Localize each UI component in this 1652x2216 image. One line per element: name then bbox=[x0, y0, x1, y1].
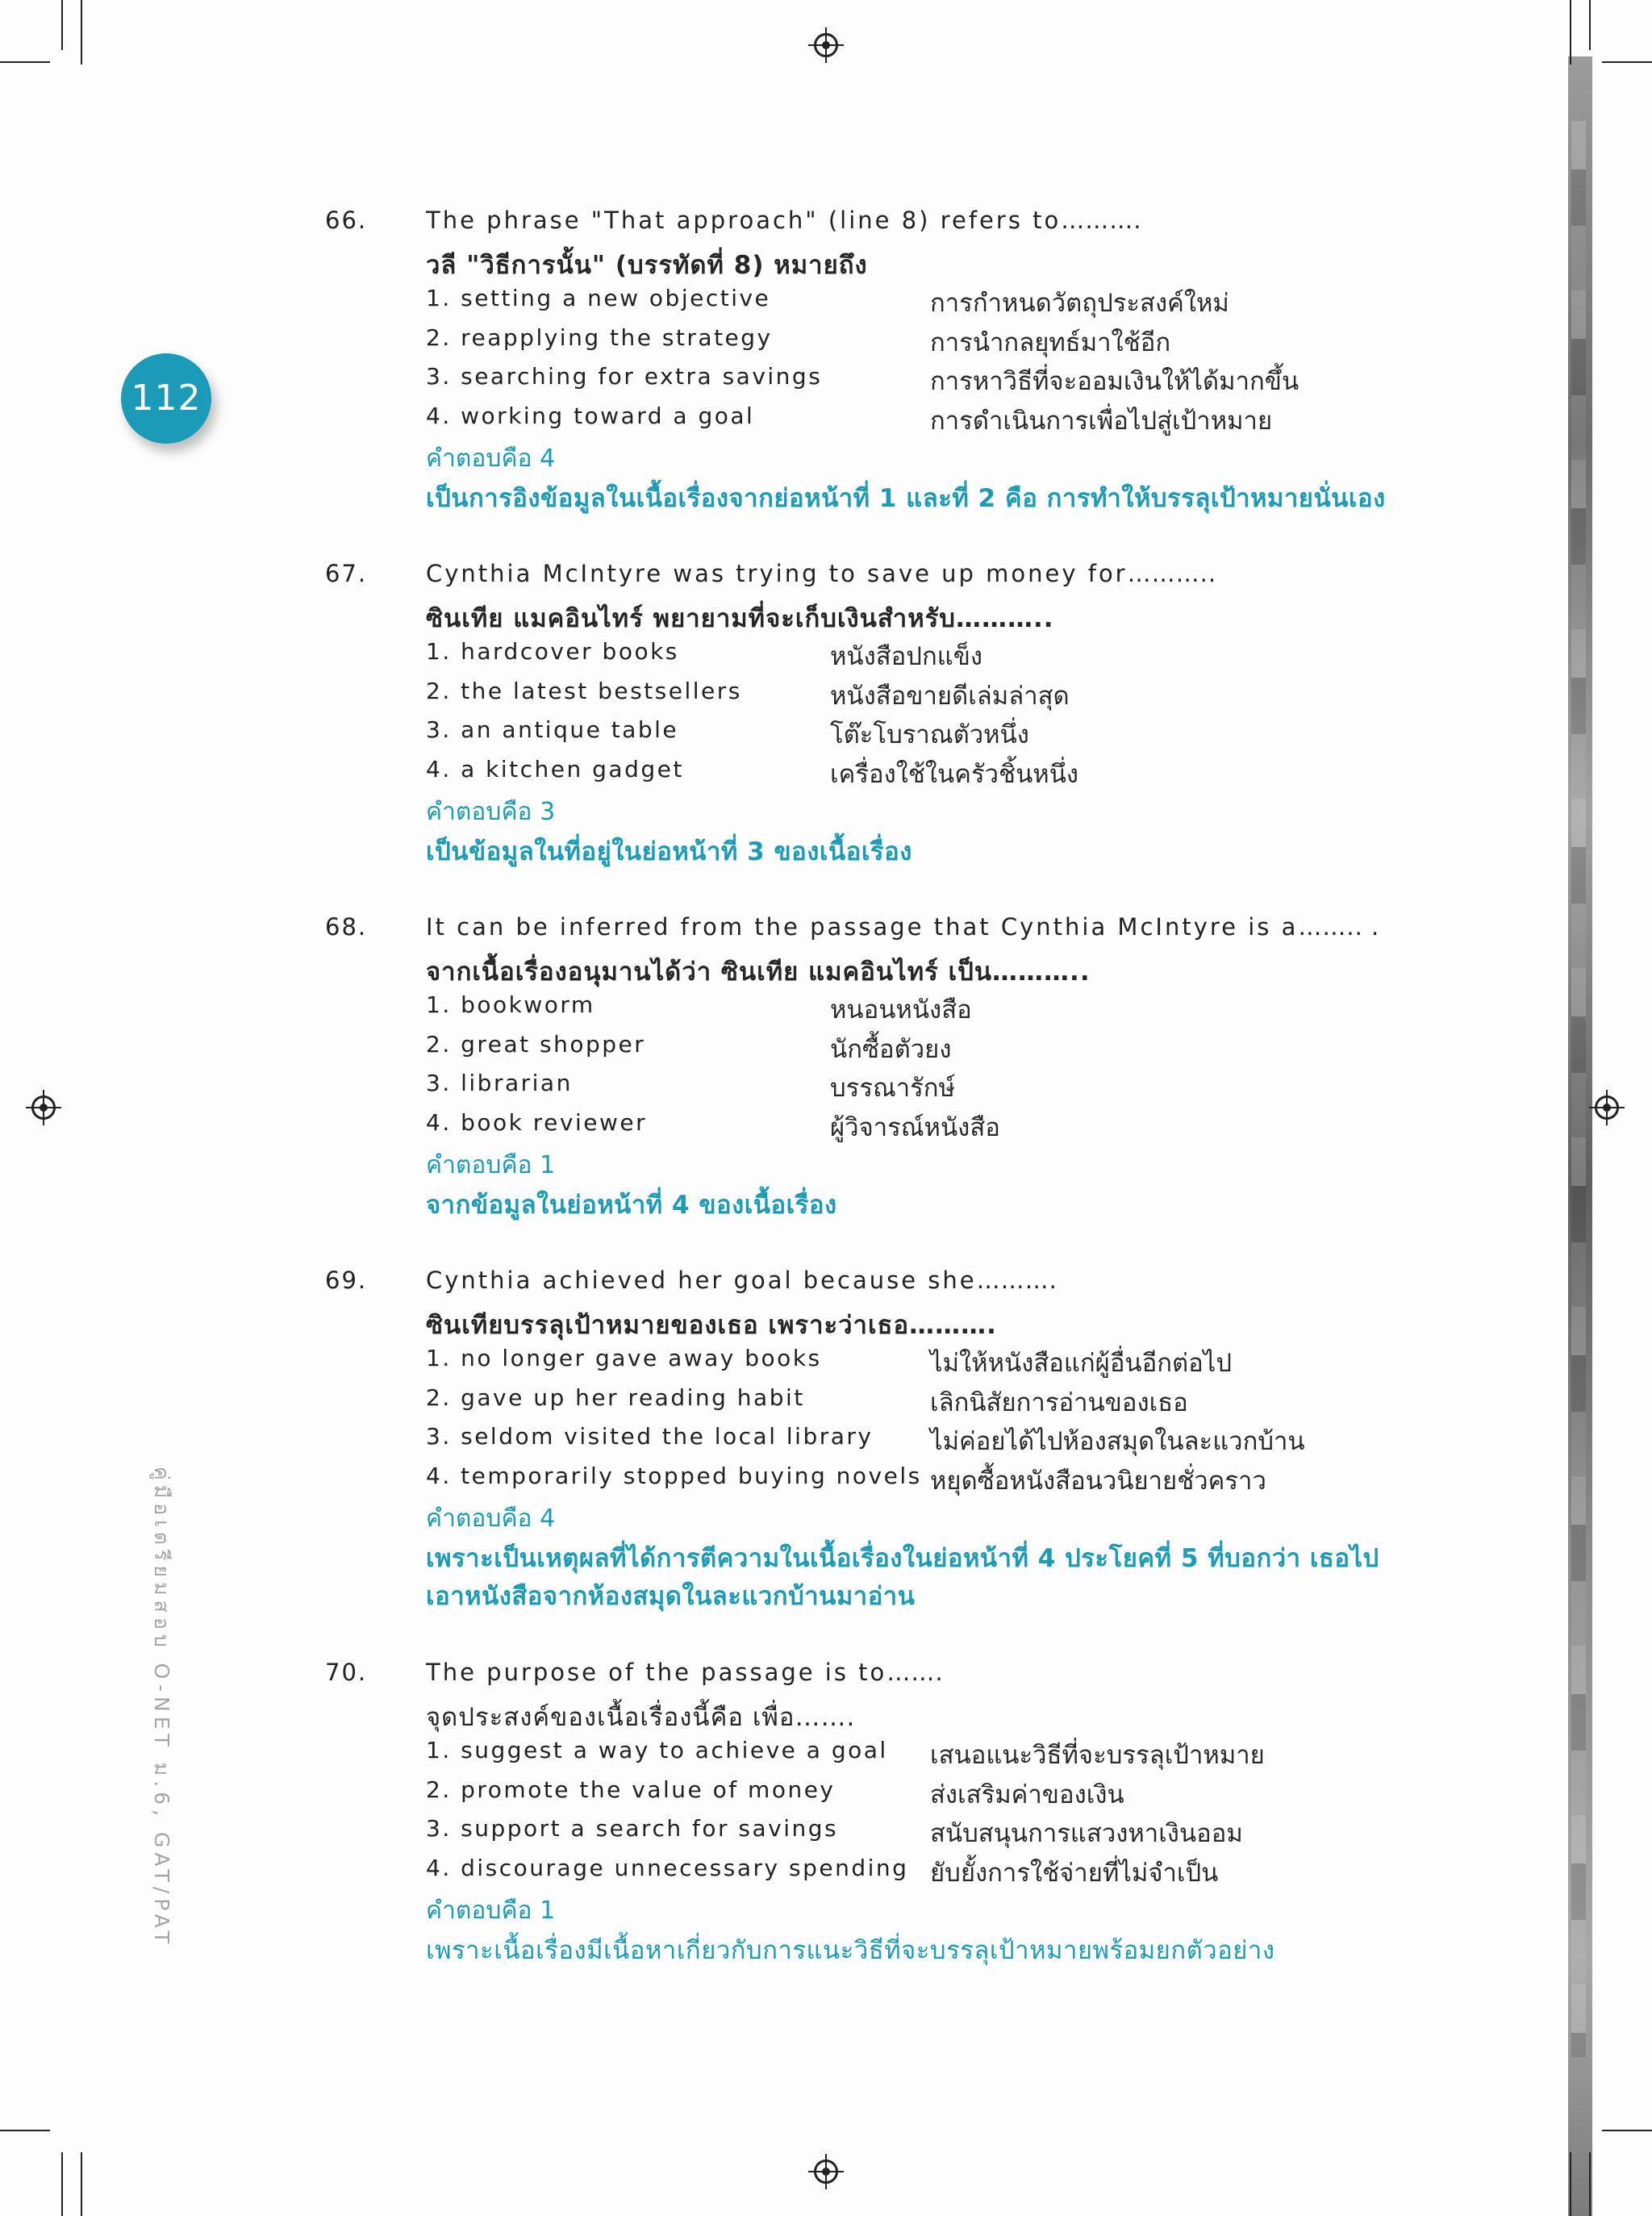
registration-mark-icon bbox=[814, 2160, 838, 2184]
question-text-th: จุดประสงค์ของเนื้อเรื่องนี้คือ เพื่อ……. bbox=[426, 1703, 856, 1732]
question-number: 66. bbox=[325, 207, 368, 234]
option-th: การนำกลยุทธ์มาใช้อีก bbox=[930, 328, 1171, 357]
option-th: การดำเนินการเพื่อไปสู่เป้าหมาย bbox=[930, 407, 1273, 436]
option-th: สนับสนุนการแสวงหาเงินออม bbox=[930, 1819, 1243, 1848]
option-en: 3. an antique table bbox=[426, 716, 679, 743]
crop-mark bbox=[81, 2152, 82, 2216]
question-text-en: The purpose of the passage is to……. bbox=[426, 1659, 944, 1686]
option-th: ไม่ค่อยได้ไปห้องสมุดในละแวกบ้าน bbox=[930, 1427, 1305, 1456]
explanation: จากข้อมูลในย่อหน้าที่ 4 ของเนื้อเรื่อง bbox=[426, 1191, 837, 1220]
option-en: 1. suggest a way to achieve a goal bbox=[426, 1737, 888, 1763]
edge-strip bbox=[1568, 56, 1592, 2216]
question-text-en: The phrase "That approach" (line 8) refers to………. bbox=[426, 207, 1142, 234]
option-en: 3. seldom visited the local library bbox=[426, 1423, 874, 1450]
option-th: เครื่องใช้ในครัวชิ้นหนึ่ง bbox=[830, 760, 1079, 789]
option-en: 4. a kitchen gadget bbox=[426, 756, 684, 782]
question-number: 68. bbox=[325, 913, 368, 941]
question-text-th: ซินเทีย แมคอินไทร์ พยายามที่จะเก็บเงินสำหรับ……….. bbox=[426, 604, 1054, 633]
option-en: 2. the latest bestsellers bbox=[426, 678, 742, 704]
question-text-th: วลี "วิธีการนั้น" (บรรทัดที่ 8) หมายถึง bbox=[426, 251, 868, 280]
side-label: คู่มือเตรียมสอบ O-NET ม.6, GAT/PAT bbox=[150, 1467, 173, 1949]
option-en: 1. no longer gave away books bbox=[426, 1345, 822, 1371]
page-number-badge: 112 bbox=[121, 353, 211, 444]
answer: คำตอบคือ 3 bbox=[426, 798, 556, 826]
option-th: หยุดซื้อหนังสือนวนิยายชั่วคราว bbox=[930, 1467, 1266, 1496]
option-en: 4. temporarily stopped buying novels bbox=[426, 1463, 922, 1489]
crop-mark bbox=[1570, 0, 1571, 65]
option-en: 1. setting a new objective bbox=[426, 285, 771, 311]
option-th: เลิกนิสัยการอ่านของเธอ bbox=[930, 1388, 1188, 1417]
option-th: การหาวิธีที่จะออมเงินให้ได้มากขึ้น bbox=[930, 367, 1299, 396]
option-th: เสนอแนะวิธีที่จะบรรลุเป้าหมาย bbox=[930, 1741, 1265, 1770]
question-text-en: It can be inferred from the passage that Cynthia McIntyre is a…….. . bbox=[426, 913, 1380, 941]
option-en: 2. promote the value of money bbox=[426, 1776, 836, 1803]
explanation: เพราะเนื้อเรื่องมีเนื้อหาเกี่ยวกับการแนะวิธีที่จะบรรลุเป้าหมายพร้อมยกตัวอย่าง bbox=[426, 1936, 1275, 1965]
option-th: โต๊ะโบราณตัวหนึ่ง bbox=[830, 720, 1029, 749]
registration-mark-icon bbox=[1595, 1095, 1619, 1120]
explanation: เอาหนังสือจากห้องสมุดในละแวกบ้านมาอ่าน bbox=[426, 1582, 916, 1611]
question-text-th: ซินเทียบรรลุเป้าหมายของเธอ เพราะว่าเธอ………. bbox=[426, 1311, 997, 1340]
explanation: เป็นการอิงข้อมูลในเนื้อเรื่องจากย่อหน้าที่ 1 และที่ 2 คือ การทำให้บรรลุเป้าหมายนั่นเอง bbox=[426, 484, 1386, 513]
option-th: หนังสือปกแข็ง bbox=[830, 642, 983, 671]
option-th: ส่งเสริมค่าของเงิน bbox=[930, 1780, 1124, 1809]
crop-mark bbox=[0, 61, 50, 63]
option-en: 3. searching for extra savings bbox=[426, 363, 823, 390]
option-th: ยับยั้งการใช้จ่ายที่ไม่จำเป็น bbox=[930, 1859, 1219, 1888]
option-en: 2. reapplying the strategy bbox=[426, 324, 773, 351]
answer: คำตอบคือ 1 bbox=[426, 1897, 556, 1925]
question-number: 67. bbox=[325, 560, 368, 587]
crop-mark bbox=[61, 0, 63, 50]
question-number: 70. bbox=[325, 1659, 368, 1686]
crop-mark bbox=[1589, 0, 1591, 50]
option-en: 2. great shopper bbox=[426, 1031, 646, 1058]
question-text-en: Cynthia achieved her goal because she………. bbox=[426, 1267, 1058, 1294]
answer: คำตอบคือ 1 bbox=[426, 1151, 556, 1179]
crop-mark bbox=[81, 0, 82, 65]
explanation: เป็นข้อมูลในที่อยู่ในย่อหน้าที่ 3 ของเนื้อเรื่อง bbox=[426, 837, 912, 866]
option-en: 3. librarian bbox=[426, 1070, 573, 1096]
answer: คำตอบคือ 4 bbox=[426, 1504, 556, 1533]
question-number: 69. bbox=[325, 1267, 368, 1294]
option-en: 3. support a search for savings bbox=[426, 1815, 839, 1842]
option-th: หนังสือขายดีเล่มล่าสุด bbox=[830, 682, 1070, 711]
question-text-en: Cynthia McIntyre was trying to save up money for……….. bbox=[426, 560, 1217, 587]
option-en: 1. bookworm bbox=[426, 991, 595, 1018]
registration-mark-icon bbox=[31, 1095, 56, 1120]
crop-mark bbox=[1589, 2152, 1591, 2216]
option-en: 2. gave up her reading habit bbox=[426, 1384, 805, 1411]
answer: คำตอบคือ 4 bbox=[426, 444, 556, 473]
question-text-th: จากเนื้อเรื่องอนุมานได้ว่า ซินเทีย แมคอินไทร์ เป็น……….. bbox=[426, 958, 1091, 987]
crop-mark bbox=[61, 2152, 63, 2216]
option-th: ไม่ให้หนังสือแก่ผู้อื่นอีกต่อไป bbox=[930, 1349, 1233, 1378]
option-th: บรรณารักษ์ bbox=[830, 1074, 955, 1103]
explanation: เพราะเป็นเหตุผลที่ได้การตีความในเนื้อเรื่องในย่อหน้าที่ 4 ประโยคที่ 5 ที่บอกว่า เธอไป bbox=[426, 1544, 1379, 1573]
option-th: หนอนหนังสือ bbox=[830, 995, 972, 1025]
crop-mark bbox=[1602, 2130, 1652, 2131]
option-th: นักซื้อตัวยง bbox=[830, 1035, 952, 1064]
crop-mark bbox=[1602, 61, 1652, 63]
option-en: 4. discourage unnecessary spending bbox=[426, 1855, 909, 1881]
crop-mark bbox=[1570, 2152, 1571, 2216]
option-en: 1. hardcover books bbox=[426, 638, 679, 665]
crop-mark bbox=[0, 2130, 50, 2131]
option-th: ผู้วิจารณ์หนังสือ bbox=[830, 1113, 1000, 1142]
registration-mark-icon bbox=[814, 33, 838, 57]
option-th: การกำหนดวัตถุประสงค์ใหม่ bbox=[930, 289, 1229, 318]
option-en: 4. working toward a goal bbox=[426, 403, 755, 429]
option-en: 4. book reviewer bbox=[426, 1109, 648, 1136]
